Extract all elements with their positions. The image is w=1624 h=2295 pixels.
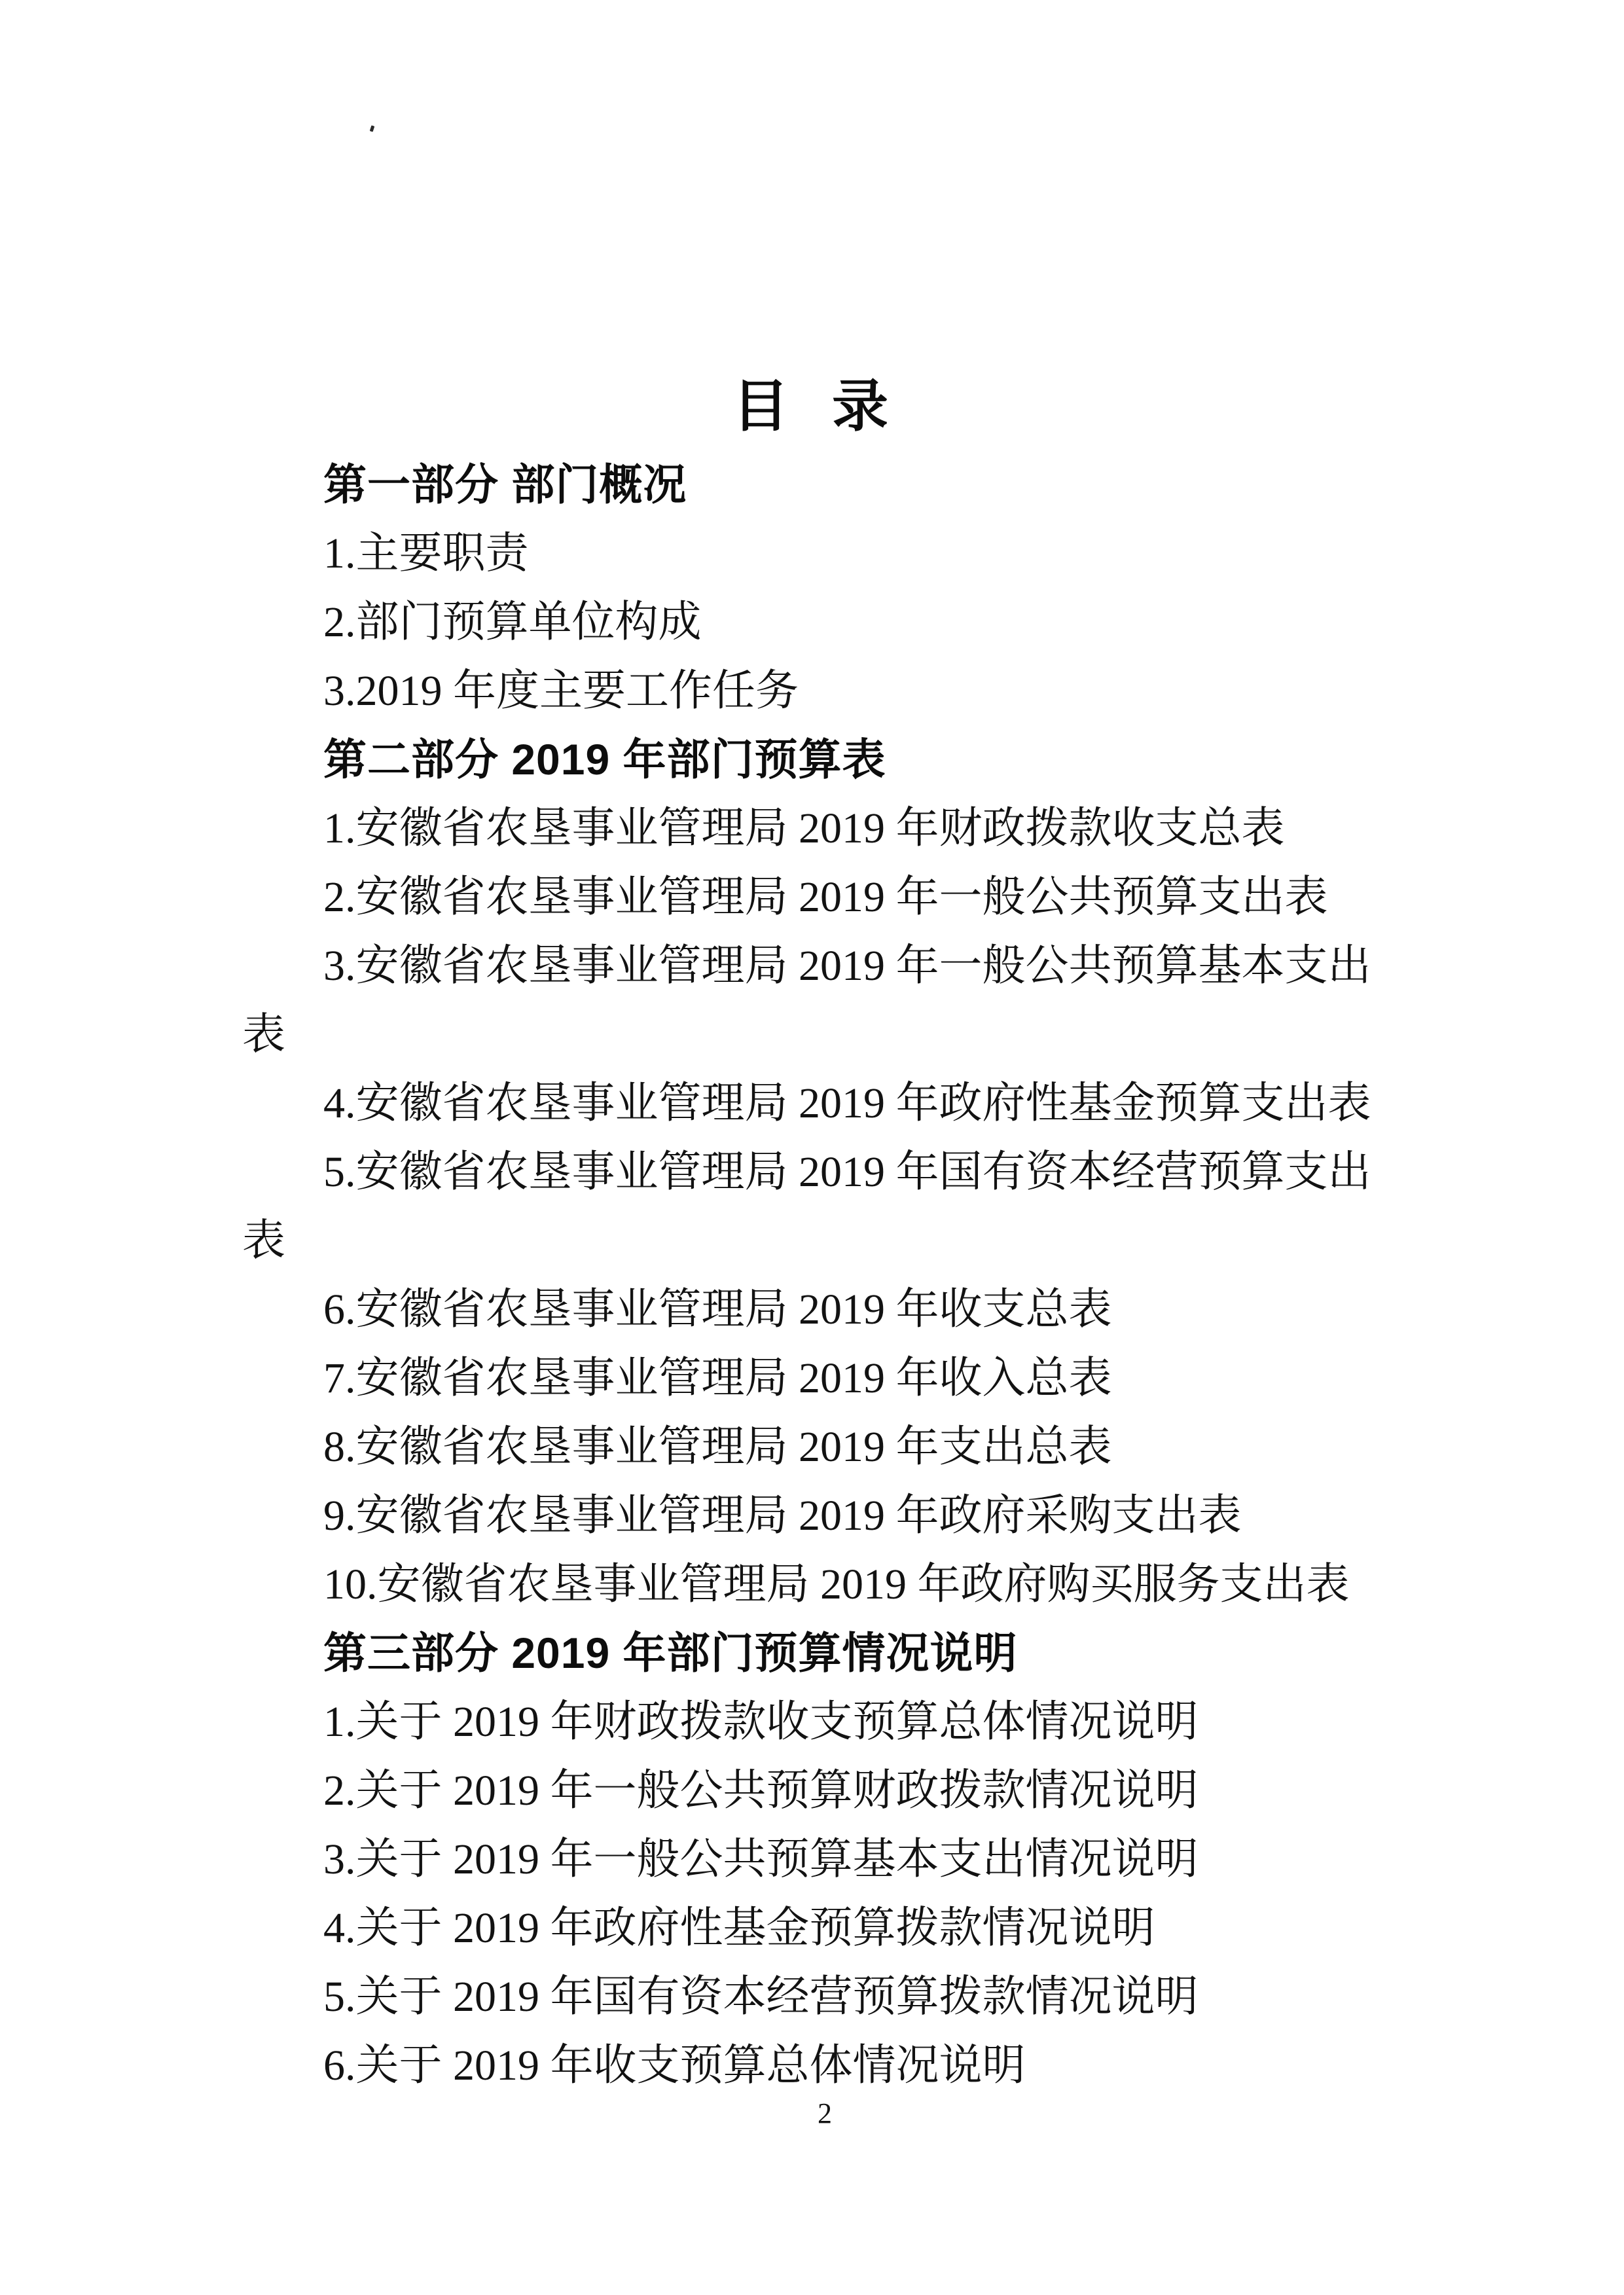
toc-entry: 2.关于 2019 年一般公共预算财政拨款情况说明 [323,1767,1199,1815]
toc-entry: 1.安徽省农垦事业管理局 2019 年财政拨款收支总表 [323,804,1285,852]
toc-entry: 6.关于 2019 年收支预算总体情况说明 [323,2042,1026,2089]
toc-entry: 3.2019 年度主要工作任务 [323,667,799,715]
toc-entry: 3.安徽省农垦事业管理局 2019 年一般公共预算基本支出 [323,942,1371,990]
ink-speck-artifact [370,125,375,132]
toc-entry: 1.主要职责 [323,530,529,577]
toc-entry: 1.关于 2019 年财政拨款收支预算总体情况说明 [323,1698,1199,1746]
toc-entry: 7.安徽省农垦事业管理局 2019 年收入总表 [323,1354,1112,1402]
toc-entry: 5.关于 2019 年国有资本经营预算拨款情况说明 [323,1973,1199,2021]
toc-entry: 2.安徽省农垦事业管理局 2019 年一般公共预算支出表 [323,873,1328,921]
toc-entry: 10.安徽省农垦事业管理局 2019 年政府购买服务支出表 [323,1561,1350,1608]
table-of-contents [242,450,1381,2100]
document-title: 目 录 [732,375,891,438]
toc-entry-continuation: 表 [242,1217,285,1265]
toc-entry: 6.安徽省农垦事业管理局 2019 年收支总表 [323,1286,1112,1333]
toc-entry: 4.关于 2019 年政府性基金预算拨款情况说明 [323,1904,1155,1952]
page-number: 2 [818,2097,832,2129]
toc-section-heading-1: 第一部分 部门概况 [323,460,687,509]
toc-entry: 4.安徽省农垦事业管理局 2019 年政府性基金预算支出表 [323,1079,1371,1127]
toc-entry: 8.安徽省农垦事业管理局 2019 年支出总表 [323,1423,1112,1471]
toc-section-heading-2: 第二部分 2019 年部门预算表 [323,735,886,784]
toc-entry: 9.安徽省农垦事业管理局 2019 年政府采购支出表 [323,1492,1242,1540]
toc-entry-continuation: 表 [242,1011,285,1058]
toc-entry: 2.部门预算单位构成 [323,598,702,646]
toc-entry: 3.关于 2019 年一般公共预算基本支出情况说明 [323,1835,1199,1883]
toc-section-heading-3: 第三部分 2019 年部门预算情况说明 [323,1629,1018,1677]
toc-entry: 5.安徽省农垦事业管理局 2019 年国有资本经营预算支出 [323,1148,1371,1196]
